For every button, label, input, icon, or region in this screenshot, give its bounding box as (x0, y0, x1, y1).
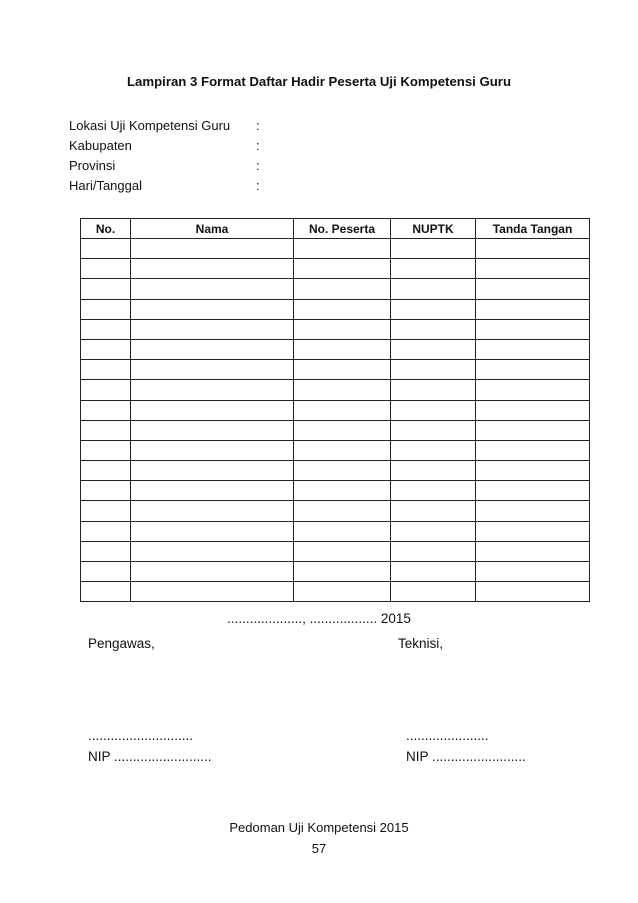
table-cell (131, 299, 294, 319)
table-cell (391, 279, 476, 299)
table-cell (294, 420, 391, 440)
header-nama: Nama (131, 219, 294, 239)
table-cell (131, 360, 294, 380)
table-row (81, 562, 590, 582)
table-cell (391, 239, 476, 259)
pengawas-name-line: ............................ (88, 728, 194, 743)
table-cell (391, 541, 476, 561)
table-cell (391, 259, 476, 279)
table-cell (294, 339, 391, 359)
table-cell (476, 481, 590, 501)
table-cell (391, 461, 476, 481)
table-row (81, 299, 590, 319)
table-cell (391, 400, 476, 420)
table-cell (294, 501, 391, 521)
table-row (81, 339, 590, 359)
table-header-row (81, 219, 590, 239)
table-row (81, 259, 590, 279)
table-cell (391, 339, 476, 359)
table-cell (81, 501, 131, 521)
document-title: Lampiran 3 Format Daftar Hadir Peserta Uji Kompetensi Guru (127, 74, 511, 89)
table-cell (294, 360, 391, 380)
table-cell (294, 562, 391, 582)
page-number: 57 (311, 841, 327, 856)
table-row (81, 541, 590, 561)
table-cell (294, 279, 391, 299)
table-cell (131, 380, 294, 400)
table-cell (476, 541, 590, 561)
table-cell (81, 400, 131, 420)
table-cell (131, 541, 294, 561)
table-cell (81, 319, 131, 339)
teknisi-title: Teknisi, (398, 636, 444, 651)
attendance-table (80, 218, 590, 602)
table-cell (81, 420, 131, 440)
table-body (81, 239, 590, 602)
field-colon: : (256, 178, 260, 193)
header-tanda-tangan: Tanda Tangan (476, 219, 590, 239)
pengawas-nip: NIP .......................... (88, 749, 212, 764)
table-cell (294, 400, 391, 420)
table-cell (81, 461, 131, 481)
field-lokasi (69, 118, 260, 133)
field-label: Lokasi Uji Kompetensi Guru (69, 118, 231, 133)
table-row (81, 481, 590, 501)
table-cell (131, 420, 294, 440)
table-cell (476, 319, 590, 339)
table-cell (294, 521, 391, 541)
table-cell (81, 521, 131, 541)
table-cell (476, 299, 590, 319)
date-line: ...................., .................. 2015 (227, 611, 411, 626)
table-cell (131, 461, 294, 481)
table-cell (476, 420, 590, 440)
field-provinsi (69, 158, 260, 173)
table-cell (131, 481, 294, 501)
table-cell (294, 461, 391, 481)
footer-text: Pedoman Uji Kompetensi 2015 (229, 820, 409, 835)
table-cell (81, 541, 131, 561)
table-cell (476, 521, 590, 541)
table-cell (294, 319, 391, 339)
field-label: Hari/Tanggal (69, 178, 142, 193)
field-colon: : (256, 138, 260, 153)
table-row (81, 521, 590, 541)
table-cell (81, 380, 131, 400)
table-row (81, 420, 590, 440)
table-cell (131, 400, 294, 420)
table-cell (391, 440, 476, 460)
table-cell (391, 299, 476, 319)
table-cell (81, 259, 131, 279)
teknisi-name-line: ...................... (406, 728, 489, 743)
table-row (81, 239, 590, 259)
table-cell (294, 380, 391, 400)
table-cell (81, 360, 131, 380)
table-cell (131, 239, 294, 259)
table-cell (81, 339, 131, 359)
table-cell (294, 239, 391, 259)
table-cell (294, 440, 391, 460)
table-row (81, 279, 590, 299)
table-row (81, 582, 590, 602)
header-no-peserta: No. Peserta (294, 219, 391, 239)
table-cell (294, 299, 391, 319)
table-row (81, 319, 590, 339)
table-cell (476, 339, 590, 359)
table-cell (476, 239, 590, 259)
field-label: Kabupaten (69, 138, 132, 153)
table-cell (131, 259, 294, 279)
table-cell (81, 582, 131, 602)
table-cell (81, 562, 131, 582)
table-cell (81, 299, 131, 319)
table-cell (391, 582, 476, 602)
table-cell (476, 380, 590, 400)
table-cell (391, 380, 476, 400)
pengawas-title: Pengawas, (88, 636, 155, 651)
table-cell (391, 501, 476, 521)
table-row (81, 360, 590, 380)
table-cell (476, 582, 590, 602)
table-cell (391, 360, 476, 380)
table-cell (476, 259, 590, 279)
table-cell (476, 562, 590, 582)
table-cell (131, 562, 294, 582)
table-cell (476, 501, 590, 521)
table-cell (476, 461, 590, 481)
table-cell (476, 440, 590, 460)
table-cell (294, 481, 391, 501)
table-cell (294, 582, 391, 602)
table-cell (131, 440, 294, 460)
table-cell (391, 521, 476, 541)
table-cell (476, 400, 590, 420)
table-cell (391, 319, 476, 339)
table-cell (476, 279, 590, 299)
table-row (81, 400, 590, 420)
table-cell (81, 440, 131, 460)
table-cell (294, 541, 391, 561)
table-cell (131, 582, 294, 602)
header-nuptk: NUPTK (391, 219, 476, 239)
table-cell (131, 501, 294, 521)
table-cell (81, 239, 131, 259)
table-cell (81, 481, 131, 501)
field-kabupaten (69, 138, 260, 153)
table-cell (131, 339, 294, 359)
table-cell (131, 319, 294, 339)
header-no: No. (81, 219, 131, 239)
table-row (81, 501, 590, 521)
field-label: Provinsi (69, 158, 116, 173)
table-row (81, 461, 590, 481)
table-cell (131, 279, 294, 299)
table-cell (391, 562, 476, 582)
table-row (81, 380, 590, 400)
teknisi-nip: NIP ......................... (406, 749, 526, 764)
table-cell (294, 259, 391, 279)
table-cell (391, 420, 476, 440)
table-cell (476, 360, 590, 380)
field-colon: : (256, 158, 260, 173)
table-cell (81, 279, 131, 299)
table-row (81, 440, 590, 460)
table-cell (131, 521, 294, 541)
field-hari-tanggal (69, 178, 260, 193)
field-colon: : (256, 118, 260, 133)
table-cell (391, 481, 476, 501)
